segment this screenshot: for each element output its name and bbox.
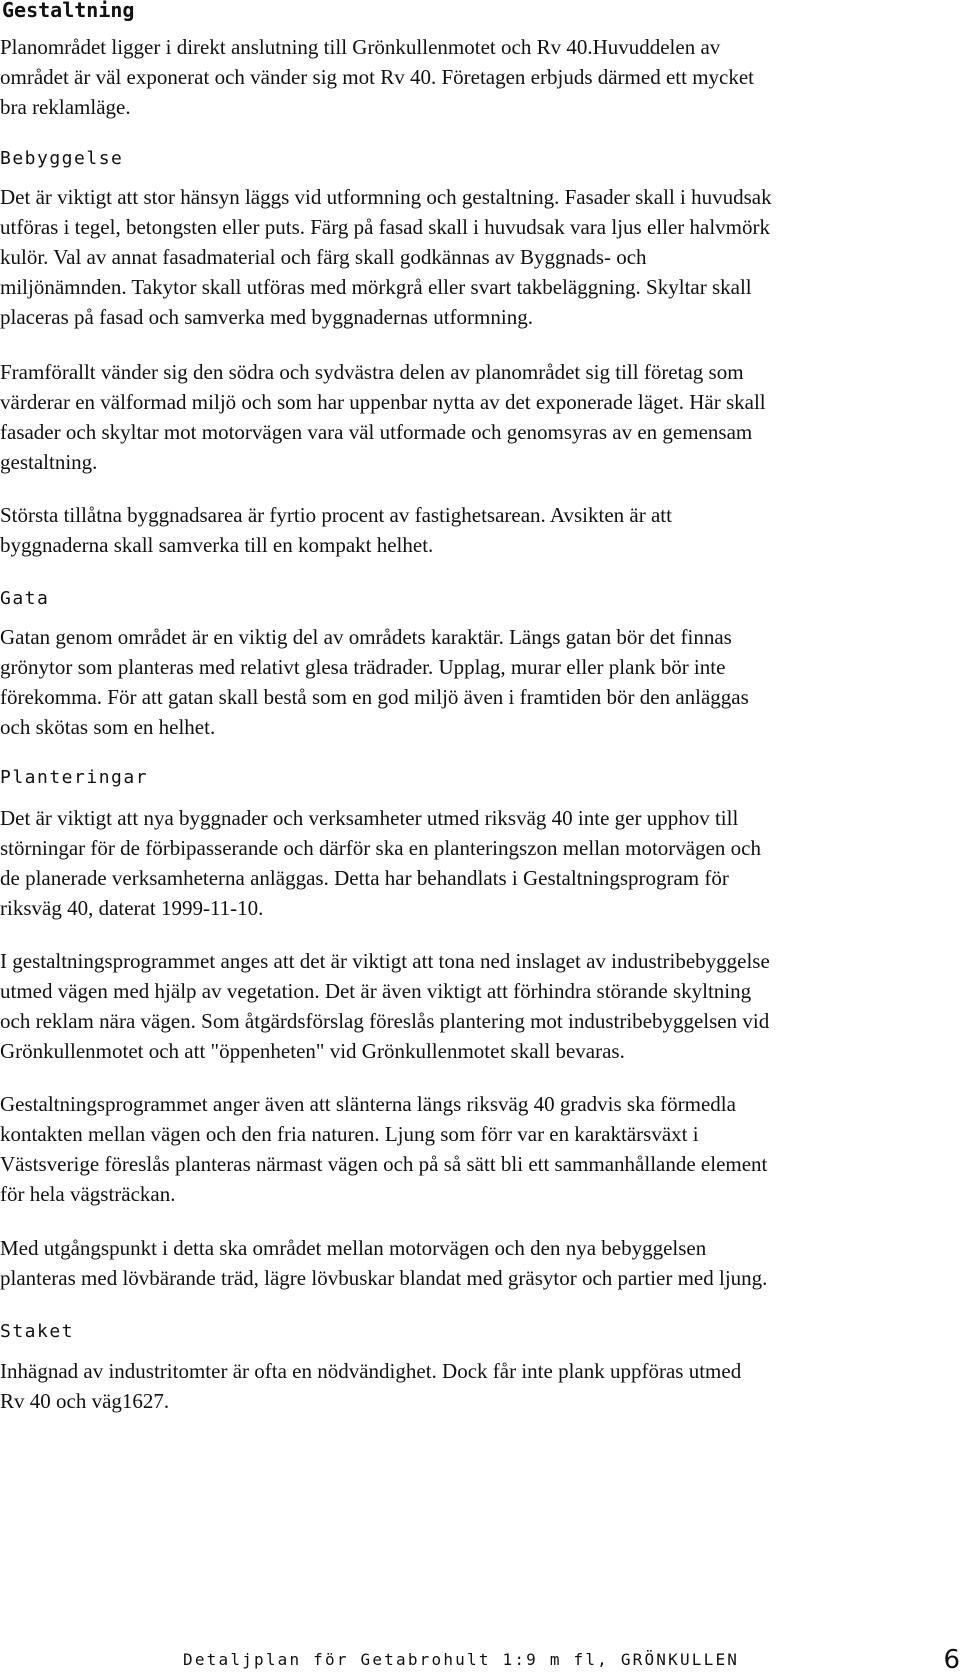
heading-staket: Staket	[0, 1321, 75, 1342]
text-line: fasader och skyltar mot motorvägen vara väl utformade och genomsyras av en gemensam	[0, 420, 753, 444]
text-line: kontakten mellan vägen och den fria naturen. Ljung som förr var en karaktärsväxt i	[0, 1122, 699, 1146]
text-line: Med utgångspunkt i detta ska området mellan motorvägen och den nya bebyggelsen	[0, 1236, 707, 1260]
text-line: de planerade verksamheterna anläggas. Detta har behandlats i Gestaltningsprogram för	[0, 866, 729, 890]
text-line: I gestaltningsprogrammet anges att det är viktigt att tona ned inslaget av industribebyggelse	[0, 949, 770, 973]
text-line: området är väl exponerat och vänder sig mot Rv 40. Företagen erbjuds därmed ett mycket	[0, 65, 755, 89]
text-line: Gatan genom området är en viktig del av områdets karaktär. Längs gatan bör det finnas	[0, 625, 732, 649]
heading-gestaltning: Gestaltning	[2, 0, 135, 22]
text-line: störningar för de förbipasserande och därför ska en planteringszon mellan motorvägen och	[0, 836, 761, 860]
text-line: Framförallt vänder sig den södra och sydvästra delen av planområdet sig till företag som	[0, 360, 744, 384]
footer-title: Detaljplan för Getabrohult 1:9 m fl, GRÖNKULLEN	[183, 1650, 740, 1669]
paragraph-utgangspunkt	[0, 1233, 950, 1293]
page-number: 6	[943, 1645, 960, 1675]
text-line: bra reklamläge.	[0, 95, 131, 119]
text-line: för hela vägsträckan.	[0, 1182, 176, 1206]
text-line: och reklam nära vägen. Som åtgärdsförslag föreslås plantering mot industribebyggelsen vid	[0, 1009, 770, 1033]
text-line: Inhägnad av industritomter är ofta en nödvändighet. Dock får inte plank uppföras utmed	[0, 1359, 742, 1383]
text-line: Planområdet ligger i direkt anslutning till Grönkullenmotet och Rv 40.Huvuddelen av	[0, 35, 721, 59]
text-line: grönytor som planteras med relativt glesa trädrader. Upplag, murar eller plank bör inte	[0, 655, 726, 679]
paragraph-slanterna	[0, 1089, 950, 1209]
text-line: Rv 40 och väg1627.	[0, 1389, 170, 1413]
text-line: gestaltning.	[0, 450, 98, 474]
paragraph-staket	[0, 1356, 950, 1416]
text-line: utmed vägen med hjälp av vegetation. Det är även viktigt att förhindra störande skyltning	[0, 979, 752, 1003]
text-line: Grönkullenmotet och att "öppenheten" vid Grönkullenmotet skall bevaras.	[0, 1039, 625, 1063]
text-line: kulör. Val av annat fasadmaterial och färg skall godkännas av Byggnads- och	[0, 245, 647, 269]
paragraph-gestaltningsprogrammet	[0, 946, 950, 1066]
paragraph-planteringar	[0, 803, 950, 923]
text-line: byggnaderna skall samverka till en kompakt helhet.	[0, 533, 434, 557]
paragraph-bebyggelse	[0, 182, 950, 332]
text-line: Det är viktigt att stor hänsyn läggs vid utformning och gestaltning. Fasader skall i huvudsak	[0, 185, 772, 209]
heading-bebyggelse: Bebyggelse	[0, 148, 124, 169]
paragraph-gata	[0, 622, 950, 742]
text-line: värderar en välformad miljö och som har uppenbar nytta av det exponerade läget. Här skall	[0, 390, 766, 414]
paragraph-storsta	[0, 500, 950, 560]
text-line: planteras med lövbärande träd, lägre lövbuskar blandat med gräsytor och partier med ljung.	[0, 1266, 768, 1290]
text-line: utföras i tegel, betongsten eller puts. Färg på fasad skall i huvudsak vara ljus eller halvmörk	[0, 215, 770, 239]
paragraph-framforallt	[0, 357, 950, 477]
text-line: placeras på fasad och samverka med byggnadernas utformning.	[0, 305, 533, 329]
text-line: Västsverige föreslås planteras närmast vägen och på så sätt bli ett sammanhållande element	[0, 1152, 768, 1176]
paragraph-gestaltning	[0, 32, 950, 122]
text-line: Det är viktigt att nya byggnader och verksamheter utmed riksväg 40 inte ger upphov till	[0, 806, 739, 830]
text-line: Gestaltningsprogrammet anger även att slänterna längs riksväg 40 gradvis ska förmedla	[0, 1092, 736, 1116]
text-line: riksväg 40, daterat 1999-11-10.	[0, 896, 264, 920]
text-line: förekomma. För att gatan skall bestå som en god miljö även i framtiden bör den anläggas	[0, 685, 749, 709]
text-line: miljönämnden. Takytor skall utföras med mörkgrå eller svart takbeläggning. Skyltar skall	[0, 275, 752, 299]
heading-gata: Gata	[0, 588, 50, 609]
text-line: och skötas som en helhet.	[0, 715, 216, 739]
text-line: Största tillåtna byggnadsarea är fyrtio procent av fastighetsarean. Avsikten är att	[0, 503, 672, 527]
heading-planteringar: Planteringar	[0, 767, 149, 788]
